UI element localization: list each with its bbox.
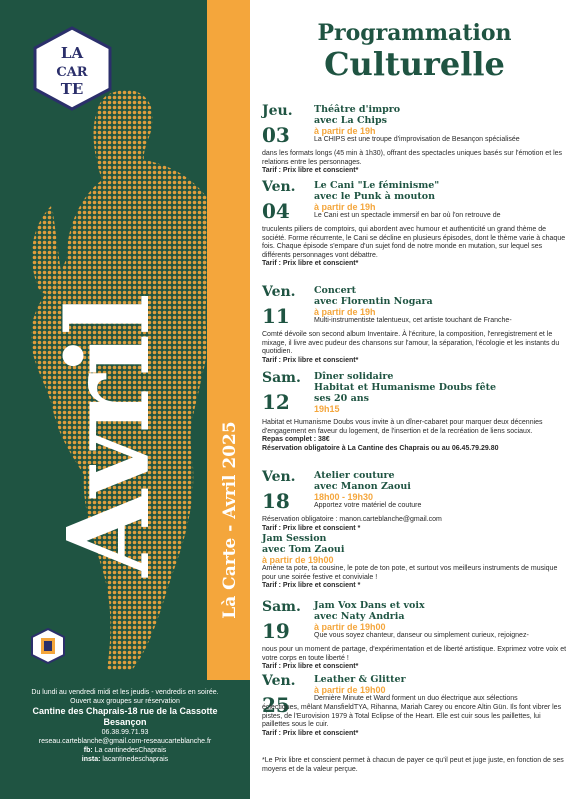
- sub-event-subtitle: avec Tom Zaoui: [262, 544, 345, 556]
- svg-text:TE: TE: [60, 80, 84, 98]
- instagram-line: [0, 755, 250, 764]
- event-time: 19h15: [314, 404, 340, 414]
- venue-city: Besançon: [103, 717, 147, 727]
- event-title: Leather & Glitter: [314, 674, 406, 685]
- event-desc-text: dans les formats longs (45 min à 1h30), offrant des spectacles uniques basés sur l'émotion et les relations entre les personnages.: [262, 150, 563, 166]
- event-day: Ven.: [262, 673, 296, 689]
- event-title: Concert: [314, 285, 357, 296]
- insta-label: insta:: [81, 756, 101, 763]
- event-desc: [262, 419, 567, 453]
- event-tarif: Repas complet : 38€: [262, 436, 330, 444]
- event-subtitle: avec Manon Zaoui: [314, 481, 411, 492]
- event-day: Ven.: [262, 284, 296, 300]
- fb-label: fb:: [83, 747, 93, 754]
- event-subtitle-2: ses 20 ans: [314, 393, 369, 404]
- event-day: Sam.: [262, 370, 301, 386]
- sub-event-tarif: Tarif : Prix libre et conscient *: [262, 582, 361, 590]
- event-desc-text: truculents piliers de comptoirs, qui abordent avec humour et authenticité un grand thème de société. Forme récurrente, le Cani se décline en plusieurs épisodes, dont le thème varie à chaque fois. Chaque épisode s'empare d'un sujet fond de notre monde en mutation, sur lequel ses différents personnages vont débattre.: [262, 226, 566, 259]
- event-title: Dîner solidaire: [314, 371, 394, 382]
- svg-text:LA: LA: [60, 44, 84, 62]
- event-desc-text: Habitat et Humanisme Doubs vous invite à un dîner-cabaret pour marquer deux décennies d'engagement en faveur du logement, de l'insertion et de la recréation de liens sociaux.: [262, 419, 543, 435]
- event-desc-text: éclectiques, mêlant MansfieldTYA, Rihanna, Mariah Carey ou encore Altin Gün. Ils font vibrer les pistes, de l'Eurovision 1979 à Total Eclipse of the Heart. Elle est cuir sous les paillettes, lui paillettes sous le cuir.: [262, 704, 562, 729]
- event-time: à partir de 19h: [314, 126, 376, 136]
- event-day: Sam.: [262, 599, 301, 615]
- vertical-subtitle: Là Carte - Avril 2025: [220, 421, 240, 619]
- event-title: Le Cani "Le féminisme": [314, 180, 440, 191]
- event-desc-text: Comté dévoile son second album Inventaire. À l'écriture, la composition, l'enregistrement et le mixage, il livre avec pudeur des chansons sur l'amour, la séparation, l'écologie et les instants du quotidien.: [262, 331, 560, 356]
- event-date: 04: [262, 199, 290, 223]
- event-desc-first: La CHIPS est une troupe d'improvisation de Besançon spécialisée: [314, 136, 520, 143]
- page-title-2: Culturelle: [324, 45, 505, 83]
- web-link[interactable]: reseau.carteblanche@gmail.com-reseaucarteblanche.fr: [38, 738, 212, 745]
- event-time: à partir de 19h: [314, 307, 376, 317]
- phone-text: 06.38.99.71.93: [101, 729, 149, 736]
- event-desc: [262, 150, 567, 176]
- left-panel: [0, 0, 250, 799]
- event-desc: [262, 516, 567, 591]
- event-time: à partir de 19h00: [314, 685, 386, 695]
- event-date: 11: [262, 304, 290, 328]
- sub-event-title: Jam Session: [262, 533, 327, 545]
- event-day: Ven.: [262, 469, 296, 485]
- event-subtitle: avec le Punk à mouton: [314, 191, 436, 202]
- fb-link[interactable]: La cantinedesChaprais: [94, 747, 167, 754]
- event-subtitle: avec La Chips: [314, 115, 388, 126]
- event-desc-first: Dernière Minute et Ward forment un duo électrique aux sélections: [314, 695, 518, 702]
- event-desc-first: Apportez votre matériel de couture: [314, 502, 422, 509]
- event-date: 25: [262, 693, 290, 717]
- event-desc: [262, 226, 567, 269]
- event-reservation: Réservation obligatoire à La Cantine des Chaprais ou au 06.45.79.29.80: [262, 444, 499, 452]
- event-title: Jam Vox Dans et voix: [314, 600, 425, 611]
- event-desc: [262, 704, 567, 738]
- event-date: 03: [262, 123, 290, 147]
- event-subtitle: avec Naty Andria: [314, 611, 405, 622]
- event-date: 19: [262, 619, 290, 643]
- event-title: Théâtre d'impro: [314, 104, 401, 115]
- page-title: Programmation: [317, 20, 512, 46]
- event-desc: [262, 646, 567, 672]
- event-tarif: Tarif : Prix libre et conscient*: [262, 663, 359, 671]
- event-date: 18: [262, 489, 290, 513]
- event-title: Atelier couture: [314, 470, 395, 481]
- event-day: Ven.: [262, 179, 296, 195]
- event-tarif: Tarif : Prix libre et conscient*: [262, 167, 359, 175]
- sub-event-desc: Amène ta pote, ta cousine, le pote de ton pote, et surtout vos meilleurs instruments de musique pour une soirée festive et conviviale !: [262, 565, 558, 581]
- footer-info: [0, 688, 250, 764]
- event-date: 12: [262, 390, 290, 414]
- event-desc-first: Le Cani est un spectacle immersif en bar où l'on retrouve de: [314, 212, 501, 219]
- event-desc-text: Réservation obligatoire : manon.carteblanche@gmail.com: [262, 516, 442, 523]
- small-logo-icon: [30, 628, 66, 664]
- month-vertical-title: Avril: [44, 295, 175, 577]
- event-tarif: Tarif : Prix libre et conscient*: [262, 729, 359, 737]
- svg-text:CAR: CAR: [56, 65, 88, 80]
- event-day: Jeu.: [262, 103, 293, 119]
- price-note: *Le Prix libre et conscient permet à chacun de payer ce qu'il peut et juge juste, en fonction de ses moyens et de la valeur perçue.: [262, 757, 564, 773]
- venue-name: Cantine des Chaprais-18 rue de la Cassotte: [32, 706, 218, 716]
- hours-text: Du lundi au vendredi midi et les jeudis - vendredis en soirée.: [31, 689, 219, 696]
- event-time: à partir de 19h00: [314, 622, 386, 632]
- event-time: 18h00 - 19h30: [314, 492, 374, 502]
- event-tarif: Tarif : Prix libre et conscient *: [262, 524, 361, 532]
- groups-text: Ouvert aux groupes sur réservation: [70, 698, 180, 705]
- event-desc-first: Multi-instrumentiste talentueux, cet artiste touchant de Franche-: [314, 317, 512, 324]
- event-desc-first: Que vous soyez chanteur, danseur ou simplement curieux, rejoignez-: [314, 632, 529, 639]
- la-carte-logo: [30, 26, 115, 111]
- insta-link[interactable]: lacantinedeschaprais: [102, 756, 169, 763]
- event-tarif: Tarif : Prix libre et conscient*: [262, 356, 359, 364]
- sub-event-time: à partir de 19h00: [262, 555, 334, 566]
- event-desc-text: nous pour un moment de partage, d'expérimentation et de liberté artistique. Exprimez votre voix et votre corps en toute liberté !: [262, 646, 567, 662]
- event-subtitle: Habitat et Humanisme Doubs fête: [314, 382, 497, 393]
- event-time: à partir de 19h: [314, 202, 376, 212]
- facebook-line: [0, 746, 250, 755]
- event-desc: [262, 331, 567, 365]
- event-tarif: Tarif : Prix libre et conscient*: [262, 260, 359, 268]
- event-subtitle: avec Florentin Nogara: [314, 296, 433, 307]
